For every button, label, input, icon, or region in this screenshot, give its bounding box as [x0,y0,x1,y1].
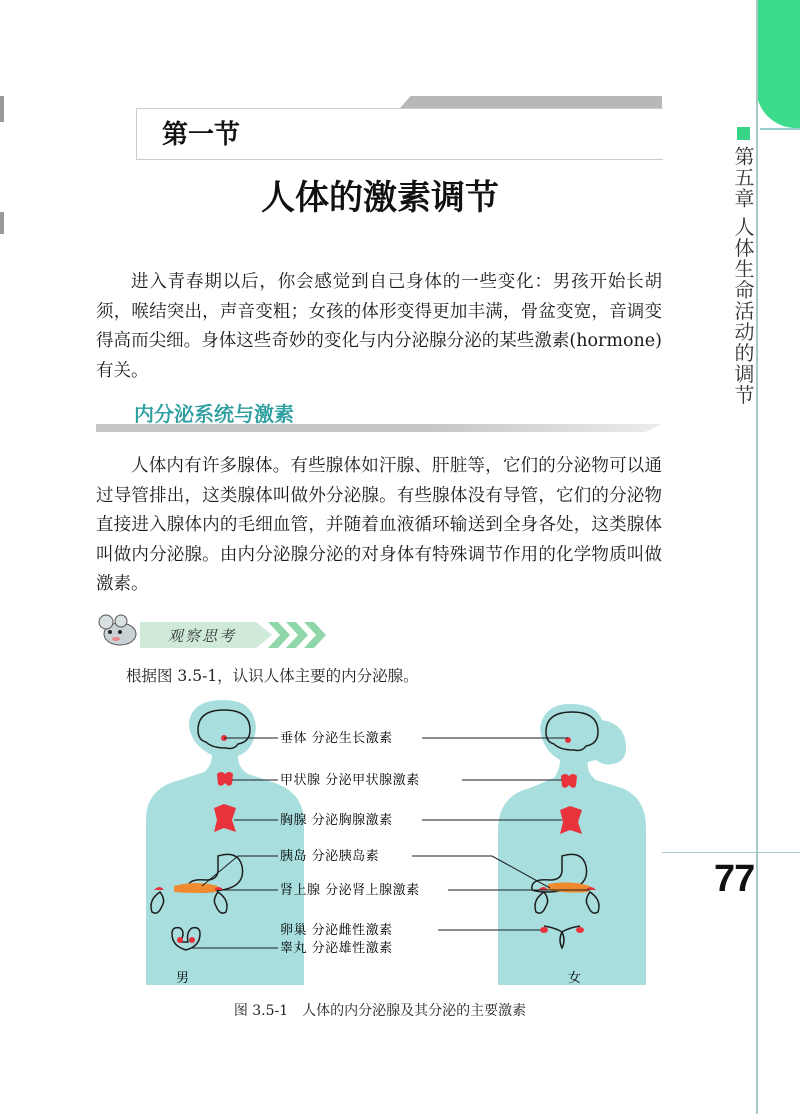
section-header-decoration [400,96,662,108]
chapter-label: 第五章 人体生命活动的调节 [731,146,755,406]
figure-label-thyroid: 甲状腺 分泌甲状腺激素 [280,773,420,788]
figure-caption: 图 3.5-1 人体的内分泌腺及其分泌的主要激素 [233,1003,527,1019]
page-title: 人体的激素调节 [261,178,499,218]
male-testis-gland [177,937,183,943]
female-ovary-gland [540,927,548,933]
margin-mark [0,96,4,122]
female-label: 女 [568,971,582,985]
subsection-title: 内分泌系统与激素 [134,402,294,426]
male-label: 男 [176,971,190,985]
page-number: 77 [714,858,755,900]
figure-label-adrenal: 肾上腺 分泌肾上腺激素 [280,883,420,898]
figure-label-ovary: 卵巢 分泌雌性激素 [280,923,393,938]
section-number: 第一节 [162,120,241,150]
chapter-square-icon [737,127,750,140]
figure-label-islets: 胰岛 分泌胰岛素 [280,849,380,864]
page-number-rule [662,852,800,853]
mouse-mascot-icon [96,612,140,648]
activity-instruction: 根据图 3.5-1，认识人体主要的内分泌腺。 [126,667,419,685]
activity-banner-label: 观察思考 [168,627,237,645]
chapter-tab-rule [760,128,800,130]
male-testis-gland [189,937,195,943]
female-ovary-gland [576,927,584,933]
male-pancreas-gland [174,883,218,893]
intro-paragraph: 进入青春期以后，你会感觉到自己身体的一些变化：男孩开始长胡须，喉结突出，声音变粗；女孩的体形变得更加丰满，骨盆变宽，音调变得高而尖细。身体这些奇妙的变化与内分泌腺分泌的某些激素(hormone)有关。 [96,272,662,381]
figure-label-testis: 睾丸 分泌雄性激素 [280,941,393,956]
subsection-paragraph: 人体内有许多腺体。有些腺体如汗腺、肝脏等，它们的分泌物可以通过导管排出，这类腺体叫做外分泌腺。有些腺体没有导管，它们的分泌物直接进入腺体内的毛细血管，并随着血液循环输送到全身各处，这类腺体叫做内分泌腺。由内分泌腺分泌的对身体有特殊调节作用的化学物质叫做激素。 [96,456,662,594]
figure-label-pituitary: 垂体 分泌生长激素 [280,731,393,746]
female-body-silhouette [498,704,646,985]
figure-label-thymus: 胸腺 分泌胸腺激素 [280,813,393,828]
endocrine-figure [126,700,666,985]
chapter-tab-decoration [756,0,800,128]
chapter-divider-line [756,0,758,1114]
